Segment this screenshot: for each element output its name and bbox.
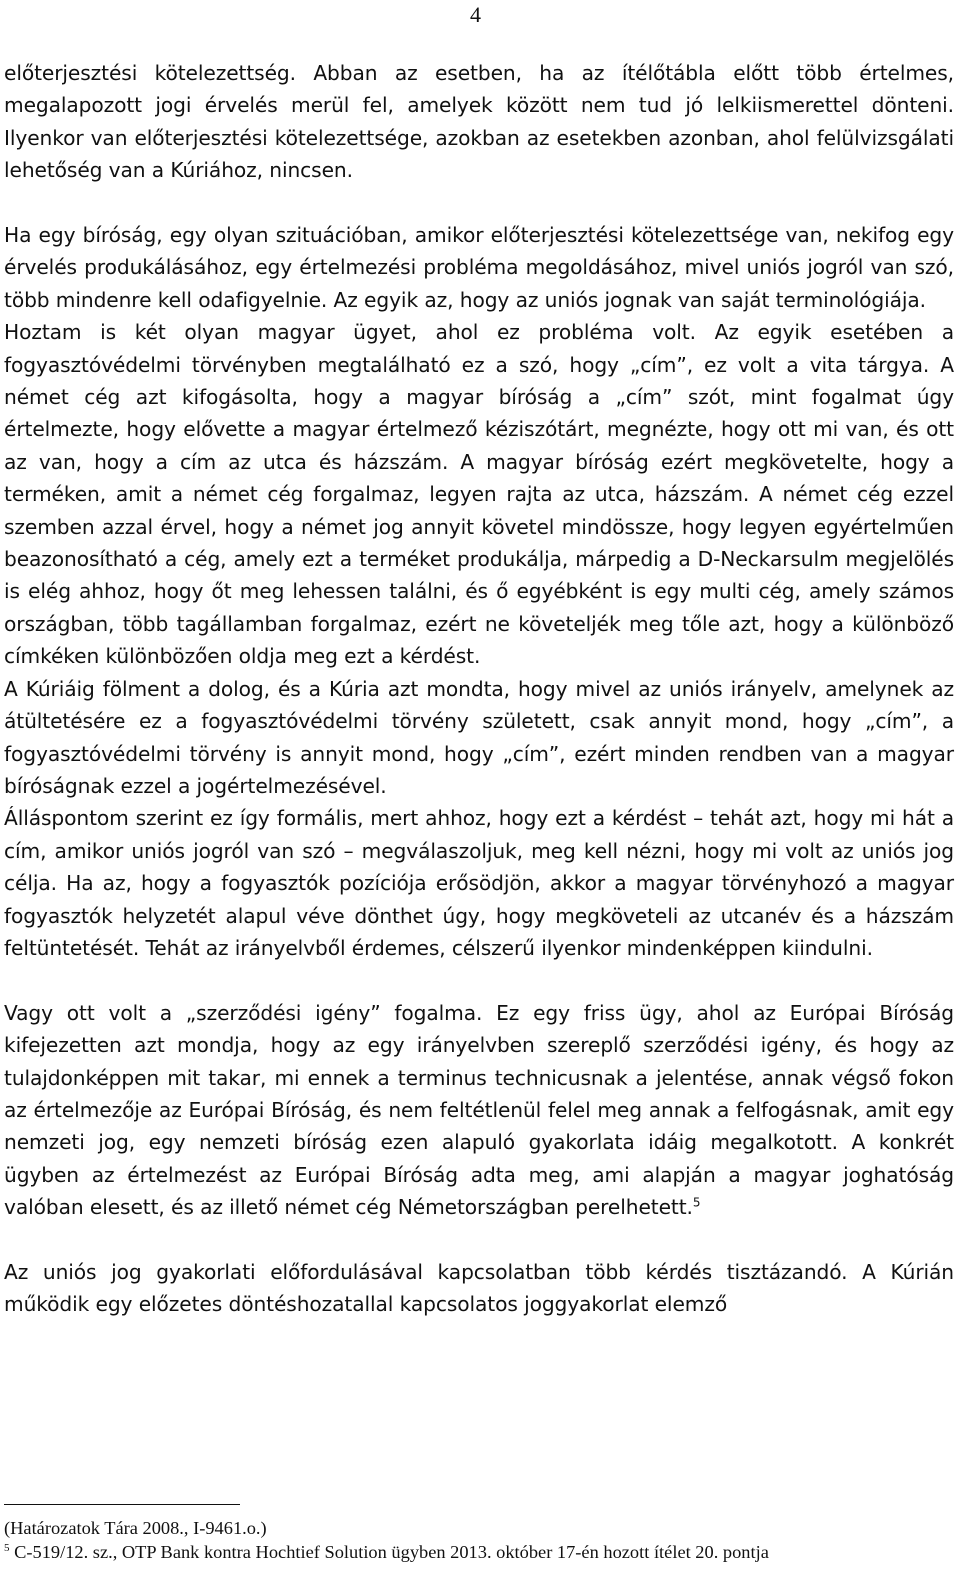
footnote-number: 5 (4, 1541, 10, 1554)
footnote-separator (4, 1504, 240, 1505)
paragraph: Az uniós jog gyakorlati előfordulásával kapcsolatban több kérdés tisztázandó. A Kúrián működik egy előzetes döntéshozatallal kapcsolatos joggyakorlat elemző (4, 1259, 954, 1317)
paragraph: Álláspontom szerint ez így formális, mert ahhoz, hogy ezt a kérdést – tehát azt, hogy mi hát a cím, amikor uniós jogról van szó – megválaszoljuk, meg kell nézni, hogy mi volt az uniós jog célja. Ha az, hogy a fogyasztók pozíciója erősödjön, akkor a magyar törvényhozó a magyar fogyasztók helyzetét alapul véve dönthet úgy, hogy megköveteli az utcanév és a házszám feltüntetését. Tehát az irányelvből érdemes, célszerű ilyenkor mindenképpen kiindulni. (4, 806, 954, 960)
footnote-continuation: (Határozatok Tára 2008., I-9461.o.) (4, 1518, 267, 1538)
paragraph-text: Vagy ott volt a „szerződési igény” fogalma. Ez egy friss ügy, ahol az Európai Bíróság kifejezetten azt mondja, hogy az egy irányelvben szereplő szerződési igény, és hogy az tulajdonképpen mit takar, mi ennek a terminus technicusnak a jelentése, annak végső fokon az értelmezője az Európai Bíróság, és nem feltétlenül felel meg annak a felfogásnak, amit egy nemzeti jog, egy nemzeti bíróság ezen alapuló gyakorlata idáig megalkotott. A konkrét ügyben az értelmezést az Európai Bíróság adta meg, ami alapján a magyar joghatóság valóban elesett, és az illető német cég Németországban perelhetett. (4, 1000, 954, 1220)
footnotes (4, 1516, 954, 1564)
footnote-reference[interactable]: 5 (692, 1195, 701, 1210)
paragraph: előterjesztési kötelezettség. Abban az esetben, ha az ítélőtábla előtt több értelmes, megalapozott jogi érvelés merül fel, amelyek között nem tud jó lelkiismerettel dönteni. Ilyenkor van előterjesztési kötelezettsége, azokban az esetekben azonban, ahol felülvizsgálati lehetőség van a Kúriához, nincsen. (4, 61, 954, 183)
paragraph: A Kúriáig fölment a dolog, és a Kúria azt mondta, hogy mivel az uniós irányelv, amelynek az átültetésére ez a fogyasztóvédelmi törvény született, csak annyit mond, hogy „cím”, a fogyasztóvédelmi törvény is annyit mond, hogy „cím”, ezért minden rendben van a magyar bíróságnak ezzel a jogértelmezésével. (4, 676, 954, 798)
paragraph: Ha egy bíróság, egy olyan szituációban, amikor előterjesztési kötelezettsége van, nekifog egy érvelés produkálásához, egy értelmezési probléma megoldásához, mivel uniós jogról van szó, több mindenre kell odafigyelnie. Az egyik az, hogy az uniós jognak van saját terminológiája. (4, 223, 954, 312)
document-body (4, 57, 954, 1321)
paragraph-with-footnote (4, 997, 954, 1224)
footnote-text: C-519/12. sz., OTP Bank kontra Hochtief Solution ügyben 2013. október 17-én hozott ítélet 20. pontja (14, 1542, 769, 1562)
footnote-item (4, 1540, 954, 1564)
paragraph: Hoztam is két olyan magyar ügyet, ahol ez probléma volt. Az egyik esetében a fogyasztóvédelmi törvényben megtalálható ez a szó, hogy „cím”, ez volt a vita tárgya. A német cég azt kifogásolta, hogy a magyar bíróság a „cím” szót, mint fogalmat úgy értelmezte, hogy elővette a magyar értelmező kéziszótárt, megnézte, hogy ott mi van, és ott az van, hogy a cím az utca és házszám. A magyar bíróság ezért megkövetelte, hogy a terméken, amit a német cég forgalmaz, legyen rajta az utca, házszám. A német cég ezzel szemben azzal érvel, hogy a német jog annyit követel mindössze, hogy legyen egyértelműen beazonosítható a cég, amely ezt a terméket produkálja, márpedig a D-Neckarsulm megjelölés is elég ahhoz, hogy őt meg lehessen találni, és ő egyébként is egy multi cég, amely számos országban, több tagállamban forgalmaz, ezért ne követeljék meg tőle azt, hogy a különböző címkéken különbözően oldja meg ezt a kérdést. (4, 320, 954, 669)
page-number: 4 (470, 2, 481, 27)
